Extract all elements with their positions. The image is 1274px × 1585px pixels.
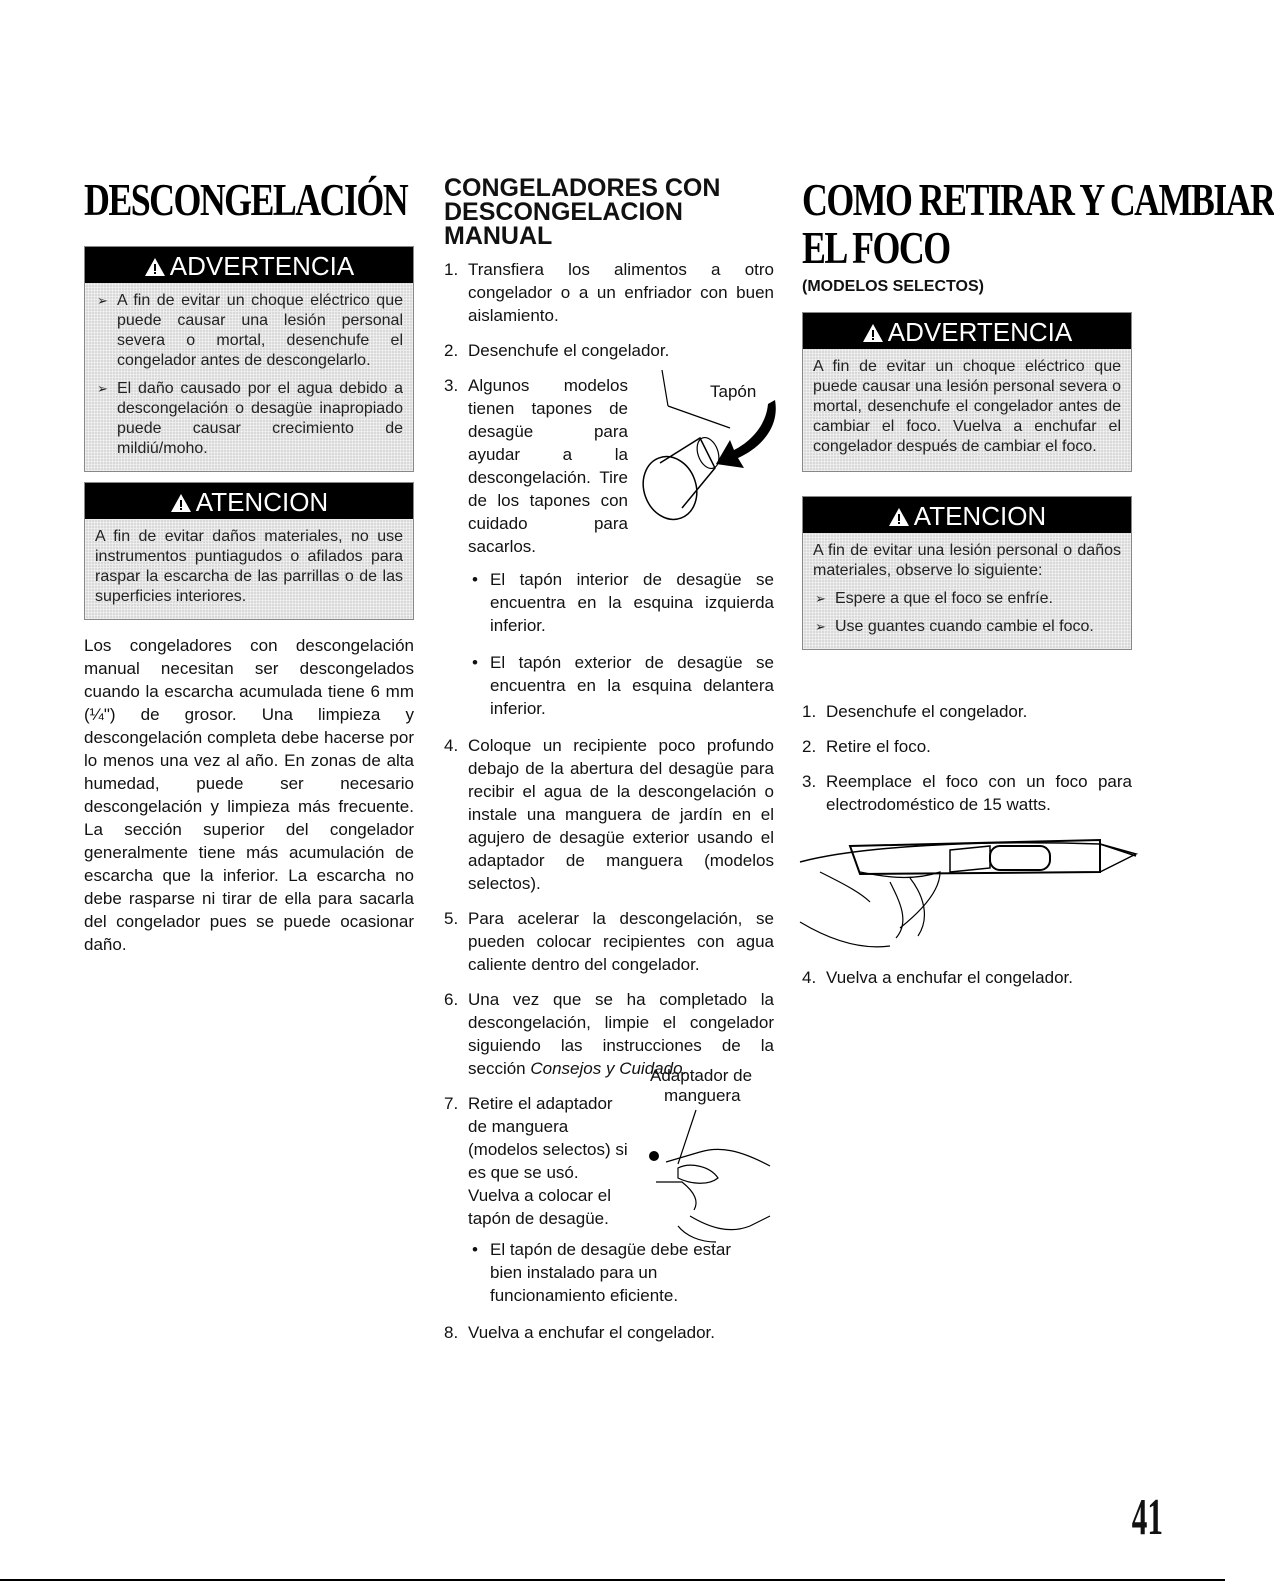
bulb-warning-heading — [803, 313, 1131, 349]
bulb-warning-heading-text: ADVERTENCIA — [887, 317, 1073, 347]
bullet-item: • El tapón interior de desagüe se encuentra en la esquina izquierda inferior. — [468, 568, 774, 637]
step-item — [444, 1321, 774, 1344]
warning-item: ➢ El daño causado por el agua debido a descongelación o desagüe inapropiado puede causar crecimiento de mildiú/moho. — [95, 379, 403, 459]
step-number: 1. — [802, 702, 817, 721]
bulb-caution-heading — [803, 497, 1131, 533]
defrost-title — [84, 174, 408, 225]
bulb-caution-box — [802, 496, 1132, 650]
step-text: Desenchufe el congelador. — [468, 341, 670, 360]
step-item — [802, 966, 1132, 989]
step-text: Vuelva a enchufar el congelador. — [468, 1323, 715, 1342]
step-text: Retire el adaptador de manguera (modelos selectos) si es que se usó. Vuelva a colocar el tapón de desagüe. — [468, 1094, 628, 1228]
step-number: 7. — [444, 1094, 459, 1113]
bulb-subtitle: (MODELOS SELECTOS) — [802, 278, 984, 295]
light-bulb-drawing — [800, 832, 1136, 962]
step-number: 6. — [444, 990, 459, 1009]
caution-body — [85, 519, 413, 619]
step-number: 5. — [444, 909, 459, 928]
step-number: 4. — [802, 968, 817, 987]
caution-heading-text: ATENCION — [195, 487, 329, 517]
bulb-title — [802, 174, 1274, 273]
step-text: Reemplace el foco con un foco para electrodoméstico de 15 watts. — [826, 772, 1132, 814]
step-number: 2. — [444, 341, 459, 360]
warning-body — [85, 283, 413, 471]
warning-box — [84, 246, 414, 472]
step-item — [444, 258, 774, 327]
drain-plug-illustration — [620, 368, 780, 518]
bullet-item: • El tapón exterior de desagüe se encuentra en la esquina delantera inferior. — [468, 651, 774, 720]
bottom-rule — [0, 1579, 1225, 1581]
bulb-warning-body — [803, 349, 1131, 471]
step-item — [802, 770, 1132, 816]
warning-heading-text: ADVERTENCIA — [169, 251, 355, 281]
step-number: 2. — [802, 737, 817, 756]
warning-heading — [85, 247, 413, 283]
step-item — [802, 700, 1132, 723]
caution-box — [84, 482, 414, 620]
step-item — [444, 907, 774, 976]
step-number: 4. — [444, 736, 459, 755]
step-text: Una vez que se ha completado la descongelación, limpie el congelador siguiendo las instrucciones de la sección — [468, 990, 774, 1078]
adapter-label-line1: Adaptador de — [650, 1066, 753, 1085]
step-italic-reference: Consejos y Cuidado. — [530, 1059, 688, 1078]
warning-item: ➢ A fin de evitar un choque eléctrico que puede causar una lesión personal severa o mortal, desenchufe el congelador antes de descongelarlo. — [95, 291, 403, 371]
step-text: Algunos modelos tienen tapones de desagüe para ayudar a la descongelación. Tire de los tapones con cuidado para sacarlos. — [468, 376, 628, 556]
defrost-description: Los congeladores con descongelación manual necesitan ser descongelados cuando la escarcha acumulada tiene 6 mm (¼") de grosor. Una limpieza y descongelación completa debe hacerse por lo menos una vez al año. En zonas de alta humedad, puede ser necesario descongelación y limpieza más frecuente. La sección superior del congelador generalmente tiene más acumulación de escarcha que la inferior. La escarcha no debe rasparse ni tirar de ella para sacarla del congelador pues se puede ocasionar daño. — [84, 636, 414, 954]
caution-text: A fin de evitar daños materiales, no use instrumentos puntiagudos o afilados para raspar la escarcha de las parrillas o de las superficies interiores. — [95, 528, 403, 605]
step-text: Transfiera los alimentos a otro congelador o a un enfriador con buen aislamiento. — [468, 260, 774, 325]
bullet-text: El tapón de desagüe debe estar bien instalado para un funcionamiento eficiente. — [490, 1240, 732, 1305]
step-text: Desenchufe el congelador. — [826, 702, 1028, 721]
manual-defrost-title-line: DESCONGELACION — [444, 198, 683, 226]
bulb-warning-text: A fin de evitar un choque eléctrico que puede causar una lesión personal severa o mortal, desenchufe el congelador antes de cambiar el foco. Vuelva a enchufar el congelador después de cambiar el foco. — [813, 358, 1121, 455]
step-text: Para acelerar la descongelación, se pueden colocar recipientes con agua caliente dentro del congelador. — [468, 909, 774, 974]
bulb-caution-heading-text: ATENCION — [913, 501, 1047, 531]
left-column — [84, 170, 414, 956]
bulb-caution-body — [803, 533, 1131, 649]
defrost-title-text: DESCONGELACIÓN — [84, 174, 408, 225]
warning-triangle-icon — [862, 323, 884, 343]
manual-defrost-title — [444, 176, 774, 248]
step-text: Vuelva a enchufar el congelador. — [826, 968, 1073, 987]
step-number: 1. — [444, 260, 459, 279]
manual-defrost-title-line: MANUAL — [444, 222, 553, 250]
caution-heading — [85, 483, 413, 519]
adapter-label-line2: manguera — [664, 1086, 741, 1105]
light-bulb-illustration — [800, 832, 1136, 962]
page-number: 41 — [1131, 1489, 1163, 1546]
step-7-text-block — [468, 1092, 628, 1230]
step-text: Retire el foco. — [826, 737, 931, 756]
step-number: 3. — [444, 376, 459, 395]
bulb-title-line: COMO RETIRAR Y CAMBIAR — [802, 174, 1274, 225]
caution-triangle-icon — [888, 507, 910, 527]
manual-defrost-title-line: CONGELADORES CON — [444, 174, 721, 202]
bulb-caution-intro: A fin de evitar una lesión personal o daños materiales, observe lo siguiente: — [813, 542, 1121, 579]
hose-adapter-illustration — [620, 1066, 780, 1256]
step-3-text-block — [468, 374, 628, 558]
bulb-caution-item: ➢ Espere a que el foco se enfríe. — [813, 589, 1121, 609]
step-item — [444, 734, 774, 895]
bulb-title-line: EL FOCO — [802, 222, 950, 273]
warning-triangle-icon — [144, 257, 166, 277]
bulb-caution-item: ➢ Use guantes cuando cambie el foco. — [813, 617, 1121, 637]
step-3-bullets — [468, 568, 774, 720]
bulb-warning-box — [802, 312, 1132, 472]
step-item — [802, 735, 1132, 758]
step-number: 3. — [802, 772, 817, 791]
caution-triangle-icon — [170, 493, 192, 513]
step-item — [444, 339, 774, 362]
step-number: 8. — [444, 1323, 459, 1342]
drain-plug-label: Tapón — [710, 382, 757, 401]
step-text: Coloque un recipiente poco profundo debajo de la abertura del desagüe para recibir el agua de la descongelación o instale una manguera de jardín en el agujero de desagüe exterior usando el adaptador de manguera (modelos selectos). — [468, 736, 774, 893]
